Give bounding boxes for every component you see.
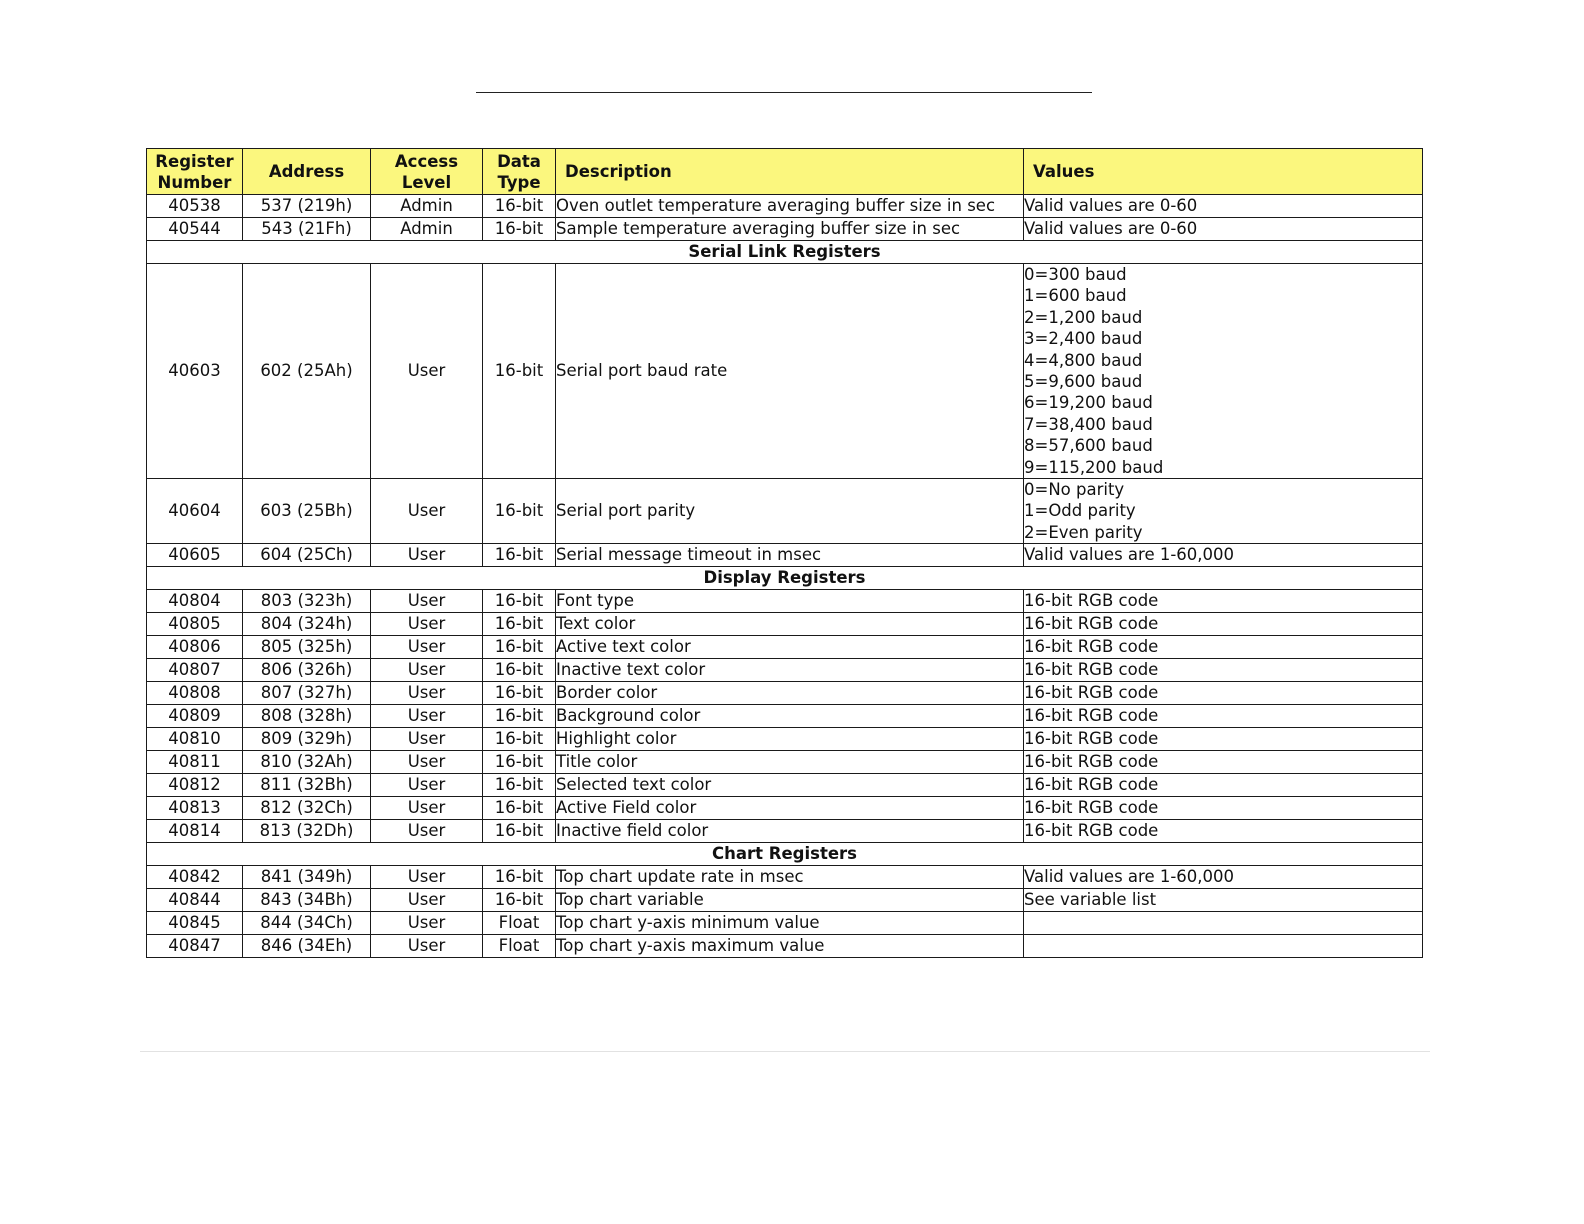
cell-address: 811 (32Bh) (243, 774, 371, 797)
cell-type: 16-bit (483, 705, 556, 728)
cell-access: User (371, 889, 483, 912)
cell-type: 16-bit (483, 751, 556, 774)
cell-register: 40605 (147, 544, 243, 567)
cell-address: 807 (327h) (243, 682, 371, 705)
cell-type: 16-bit (483, 264, 556, 479)
cell-description: Serial message timeout in msec (556, 544, 1024, 567)
cell-address: 844 (34Ch) (243, 912, 371, 935)
header-access-level: Access Level (371, 149, 483, 195)
table-row (147, 705, 1423, 728)
cell-type: 16-bit (483, 478, 556, 543)
cell-type: 16-bit (483, 774, 556, 797)
header-description: Description (556, 149, 1024, 195)
cell-address: 812 (32Ch) (243, 797, 371, 820)
cell-values: 16-bit RGB code (1024, 751, 1423, 774)
cell-access: User (371, 935, 483, 958)
cell-access: Admin (371, 218, 483, 241)
table-row (147, 935, 1423, 958)
cell-values: 16-bit RGB code (1024, 590, 1423, 613)
table-row (147, 544, 1423, 567)
cell-values (1024, 912, 1423, 935)
value-item: 0=No parity (1024, 479, 1125, 499)
table-row (147, 659, 1423, 682)
section-title-chart: Chart Registers (147, 843, 1423, 866)
cell-register: 40808 (147, 682, 243, 705)
cell-description: Active Field color (556, 797, 1024, 820)
cell-description: Oven outlet temperature averaging buffer size in sec (556, 195, 1024, 218)
cell-access: User (371, 751, 483, 774)
table-row (147, 728, 1423, 751)
cell-register: 40603 (147, 264, 243, 479)
cell-description: Serial port parity (556, 478, 1024, 543)
cell-description: Top chart y-axis maximum value (556, 935, 1024, 958)
cell-register: 40807 (147, 659, 243, 682)
cell-register: 40813 (147, 797, 243, 820)
cell-register: 40604 (147, 478, 243, 543)
cell-access: User (371, 797, 483, 820)
cell-register: 40544 (147, 218, 243, 241)
cell-type: 16-bit (483, 636, 556, 659)
cell-description: Inactive field color (556, 820, 1024, 843)
cell-values: Valid values are 0-60 (1024, 195, 1423, 218)
value-item: 7=38,400 baud (1024, 414, 1153, 434)
cell-values (1024, 935, 1423, 958)
cell-address: 809 (329h) (243, 728, 371, 751)
cell-access: User (371, 728, 483, 751)
cell-access: User (371, 636, 483, 659)
cell-access: User (371, 866, 483, 889)
cell-register: 40847 (147, 935, 243, 958)
cell-description: Font type (556, 590, 1024, 613)
cell-type: 16-bit (483, 544, 556, 567)
cell-address: 537 (219h) (243, 195, 371, 218)
cell-description: Active text color (556, 636, 1024, 659)
header-values: Values (1024, 149, 1423, 195)
table-row (147, 636, 1423, 659)
cell-description: Top chart update rate in msec (556, 866, 1024, 889)
cell-register: 40810 (147, 728, 243, 751)
cell-type: 16-bit (483, 613, 556, 636)
cell-address: 846 (34Eh) (243, 935, 371, 958)
value-item: 2=1,200 baud (1024, 307, 1143, 327)
cell-address: 803 (323h) (243, 590, 371, 613)
page-header-rule (476, 92, 1092, 93)
cell-address: 602 (25Ah) (243, 264, 371, 479)
cell-register: 40805 (147, 613, 243, 636)
cell-type: 16-bit (483, 728, 556, 751)
table-row (147, 912, 1423, 935)
cell-register: 40804 (147, 590, 243, 613)
table-row (147, 613, 1423, 636)
cell-address: 843 (34Bh) (243, 889, 371, 912)
cell-values: 16-bit RGB code (1024, 659, 1423, 682)
section-row-chart (147, 843, 1423, 866)
table-row (147, 820, 1423, 843)
table-row (147, 590, 1423, 613)
cell-values: 16-bit RGB code (1024, 820, 1423, 843)
cell-address: 805 (325h) (243, 636, 371, 659)
cell-values-list (1024, 478, 1423, 543)
table-row (147, 797, 1423, 820)
value-item: 2=Even parity (1024, 522, 1143, 542)
cell-address: 806 (326h) (243, 659, 371, 682)
cell-register: 40538 (147, 195, 243, 218)
cell-values: Valid values are 1-60,000 (1024, 866, 1423, 889)
table-row (147, 218, 1423, 241)
table-row (147, 866, 1423, 889)
cell-description: Top chart y-axis minimum value (556, 912, 1024, 935)
cell-register: 40842 (147, 866, 243, 889)
cell-description: Sample temperature averaging buffer size in sec (556, 218, 1024, 241)
cell-register: 40844 (147, 889, 243, 912)
cell-description: Selected text color (556, 774, 1024, 797)
cell-values: See variable list (1024, 889, 1423, 912)
cell-address: 813 (32Dh) (243, 820, 371, 843)
cell-access: Admin (371, 195, 483, 218)
section-row-display (147, 567, 1423, 590)
cell-address: 603 (25Bh) (243, 478, 371, 543)
cell-address: 604 (25Ch) (243, 544, 371, 567)
cell-register: 40812 (147, 774, 243, 797)
cell-type: 16-bit (483, 659, 556, 682)
value-item: 1=Odd parity (1024, 501, 1136, 521)
table-row (147, 751, 1423, 774)
table-row (147, 889, 1423, 912)
cell-description: Border color (556, 682, 1024, 705)
header-address: Address (243, 149, 371, 195)
cell-values: 16-bit RGB code (1024, 636, 1423, 659)
cell-description: Highlight color (556, 728, 1024, 751)
cell-register: 40845 (147, 912, 243, 935)
cell-register: 40806 (147, 636, 243, 659)
cell-description: Inactive text color (556, 659, 1024, 682)
cell-type: 16-bit (483, 590, 556, 613)
cell-values-list (1024, 264, 1423, 479)
value-item: 5=9,600 baud (1024, 371, 1143, 391)
cell-type: 16-bit (483, 797, 556, 820)
cell-access: User (371, 820, 483, 843)
value-item: 4=4,800 baud (1024, 350, 1143, 370)
section-title-serial: Serial Link Registers (147, 241, 1423, 264)
section-title-display: Display Registers (147, 567, 1423, 590)
value-item: 6=19,200 baud (1024, 393, 1153, 413)
cell-access: User (371, 912, 483, 935)
cell-values: 16-bit RGB code (1024, 705, 1423, 728)
cell-values: 16-bit RGB code (1024, 797, 1423, 820)
cell-address: 543 (21Fh) (243, 218, 371, 241)
cell-description: Text color (556, 613, 1024, 636)
section-row-serial (147, 241, 1423, 264)
cell-access: User (371, 774, 483, 797)
table-row (147, 195, 1423, 218)
cell-address: 841 (349h) (243, 866, 371, 889)
cell-access: User (371, 705, 483, 728)
cell-access: User (371, 682, 483, 705)
cell-type: Float (483, 912, 556, 935)
header-register-number: Register Number (147, 149, 243, 195)
cell-description: Serial port baud rate (556, 264, 1024, 479)
value-item: 3=2,400 baud (1024, 329, 1143, 349)
cell-access: User (371, 544, 483, 567)
cell-description: Top chart variable (556, 889, 1024, 912)
cell-register: 40809 (147, 705, 243, 728)
cell-values: 16-bit RGB code (1024, 774, 1423, 797)
cell-type: 16-bit (483, 820, 556, 843)
cell-register: 40814 (147, 820, 243, 843)
cell-access: User (371, 478, 483, 543)
table-header-row (147, 149, 1423, 195)
table-row-baud (147, 264, 1423, 479)
cell-type: 16-bit (483, 682, 556, 705)
page-footer-rule (140, 1051, 1430, 1052)
cell-type: 16-bit (483, 889, 556, 912)
cell-description: Title color (556, 751, 1024, 774)
cell-description: Background color (556, 705, 1024, 728)
cell-address: 808 (328h) (243, 705, 371, 728)
cell-address: 804 (324h) (243, 613, 371, 636)
cell-type: 16-bit (483, 195, 556, 218)
cell-access: User (371, 613, 483, 636)
table-row-parity (147, 478, 1423, 543)
cell-type: 16-bit (483, 218, 556, 241)
cell-values: 16-bit RGB code (1024, 682, 1423, 705)
cell-access: User (371, 659, 483, 682)
value-item: 8=57,600 baud (1024, 436, 1153, 456)
value-item: 0=300 baud (1024, 265, 1127, 284)
cell-access: User (371, 264, 483, 479)
cell-values: 16-bit RGB code (1024, 728, 1423, 751)
cell-access: User (371, 590, 483, 613)
cell-register: 40811 (147, 751, 243, 774)
header-data-type: Data Type (483, 149, 556, 195)
cell-type: Float (483, 935, 556, 958)
cell-type: 16-bit (483, 866, 556, 889)
table-row (147, 774, 1423, 797)
cell-address: 810 (32Ah) (243, 751, 371, 774)
cell-values: Valid values are 1-60,000 (1024, 544, 1423, 567)
table-row (147, 682, 1423, 705)
value-item: 1=600 baud (1024, 286, 1127, 306)
cell-values: 16-bit RGB code (1024, 613, 1423, 636)
value-item: 9=115,200 baud (1024, 457, 1164, 477)
cell-values: Valid values are 0-60 (1024, 218, 1423, 241)
register-table (146, 148, 1423, 958)
